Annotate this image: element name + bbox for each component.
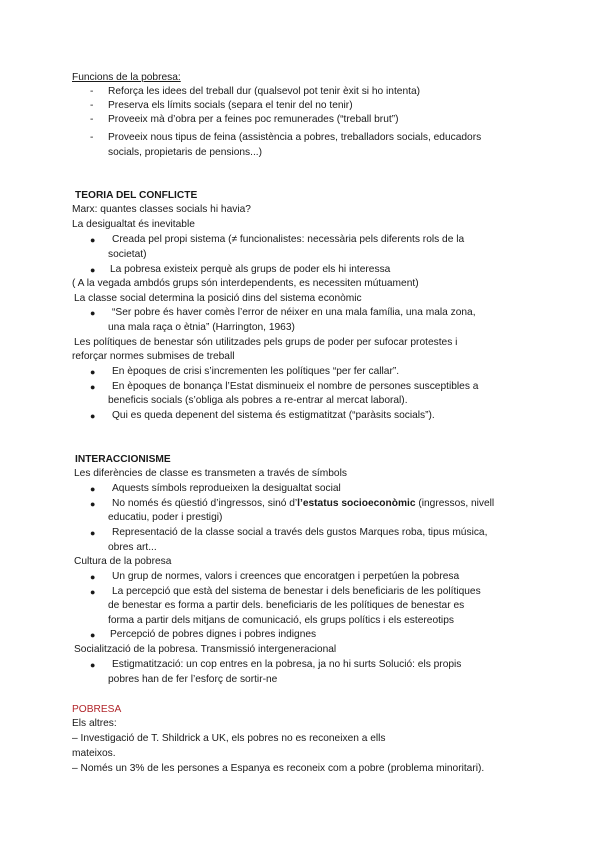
interaccionisme-line: Les diferències de classe es transmeten a través de símbols [74, 468, 347, 479]
bullet-icon: ● [90, 308, 96, 318]
text-fragment: No només és qüestió d’ingressos, sinó d’ [112, 498, 298, 509]
funcions-item: Preserva els límits socials (separa el tenir del no tenir) [108, 100, 353, 111]
bullet-icon: ● [90, 630, 96, 640]
funcions-item: Reforça les idees del treball dur (qualsevol pot tenir èxit si ho intenta) [108, 86, 421, 97]
interaccionisme-line: pobres han de fer l’esforç de sortir-ne [108, 674, 278, 685]
bullet-icon: ● [90, 411, 96, 421]
interaccionisme-heading: INTERACCIONISME [75, 454, 171, 465]
conflicte-line: La desigualtat és inevitable [72, 219, 195, 230]
funcions-heading: Funcions de la pobresa: [72, 72, 181, 83]
interaccionisme-line: de benestar es forma a partir dels. beneficiaris de les polítiques de benestar es [108, 600, 465, 611]
conflicte-line: La classe social determina la posició dins del sistema econòmic [74, 293, 362, 304]
conflicte-line: En èpoques de crisi s’incrementen les polítiques “per fer callar”. [112, 366, 400, 377]
dash-marker: - [90, 100, 94, 111]
dash-marker: - [90, 114, 94, 125]
bullet-icon: ● [90, 528, 96, 538]
text-fragment: (ingressos, nivell [415, 498, 495, 509]
interaccionisme-line [112, 497, 494, 511]
funcions-item-cont: socials, propietaris de pensions...) [108, 147, 263, 158]
pobresa-line: Els altres: [72, 718, 117, 729]
conflicte-heading: TEORIA DEL CONFLICTE [75, 190, 198, 201]
interaccionisme-line: Percepció de pobres dignes i pobres indignes [110, 629, 317, 640]
interaccionisme-line: Socialització de la pobresa. Transmissió intergeneracional [74, 644, 337, 655]
interaccionisme-line: educatiu, poder i prestigi) [108, 512, 223, 523]
bullet-icon: ● [90, 587, 96, 597]
conflicte-line: Marx: quantes classes socials hi havia? [72, 204, 251, 215]
bullet-icon: ● [90, 499, 96, 509]
bullet-icon: ● [90, 382, 96, 392]
pobresa-line: mateixos. [72, 748, 116, 759]
conflicte-line: beneficis socials (s’obliga als pobres a re-entrar al mercat laboral). [108, 395, 408, 406]
funcions-item: Proveeix nous tipus de feina (assistència a pobres, treballadors socials, educadors [108, 132, 482, 143]
bullet-icon: ● [90, 572, 96, 582]
interaccionisme-line: Representació de la classe social a través dels gustos Marques roba, tipus música, [112, 527, 488, 538]
conflicte-line: ( A la vegada ambdós grups són interdependents, es necessiten mútuament) [72, 278, 419, 289]
bullet-icon: ● [90, 484, 96, 494]
conflicte-line: societat) [108, 249, 147, 260]
interaccionisme-line: Aquests símbols reprodueixen la desigualtat social [112, 483, 341, 494]
conflicte-line: La pobresa existeix perquè als grups de poder els hi interessa [110, 264, 391, 275]
conflicte-line: reforçar normes submises de treball [72, 351, 235, 362]
bullet-icon: ● [90, 235, 96, 245]
funcions-item: Proveeix mà d’obra per a feines poc remunerades (“treball brut”) [108, 114, 399, 125]
pobresa-line: – Només un 3% de les persones a Espanya es reconeix com a pobre (problema minoritari). [72, 763, 485, 774]
bullet-icon: ● [90, 265, 96, 275]
interaccionisme-line: obres art... [108, 542, 157, 553]
conflicte-line: una mala raça o ètnia” (Harrington, 1963) [108, 322, 295, 333]
bullet-icon: ● [90, 367, 96, 377]
pobresa-line: – Investigació de T. Shildrick a UK, els pobres no es reconeixen a ells [72, 733, 386, 744]
interaccionisme-line: La percepció que està del sistema de benestar i dels beneficiaris de les polítiques [112, 586, 481, 597]
bullet-icon: ● [90, 660, 96, 670]
conflicte-line: “Ser pobre és haver comès l’error de néixer en una mala família, una mala zona, [112, 307, 476, 318]
dash-marker: - [90, 132, 94, 143]
conflicte-line: En èpoques de bonança l’Estat disminueix el nombre de persones susceptibles a [112, 381, 479, 392]
interaccionisme-line: Cultura de la pobresa [74, 556, 172, 567]
interaccionisme-line: forma a partir dels mitjans de comunicació, els grups polítics i els estereotips [108, 615, 454, 626]
dash-marker: - [90, 86, 94, 97]
interaccionisme-line: Un grup de normes, valors i creences que encoratgen i perpetúen la pobresa [112, 571, 460, 582]
conflicte-line: Les polítiques de benestar són utilitzades pels grups de poder per sufocar protestes i [74, 337, 458, 348]
interaccionisme-line: Estigmatització: un cop entres en la pobresa, ja no hi surts Solució: els propis [112, 659, 462, 670]
conflicte-line: Creada pel propi sistema (≠ funcionalistes: necessària pels diferents rols de la [112, 234, 465, 245]
pobresa-heading: POBRESA [72, 704, 122, 715]
conflicte-line: Qui es queda depenent del sistema és estigmatitzat (“paràsits socials”). [112, 410, 435, 421]
estatus-bold: l’estatus socioeconòmic [297, 498, 416, 509]
